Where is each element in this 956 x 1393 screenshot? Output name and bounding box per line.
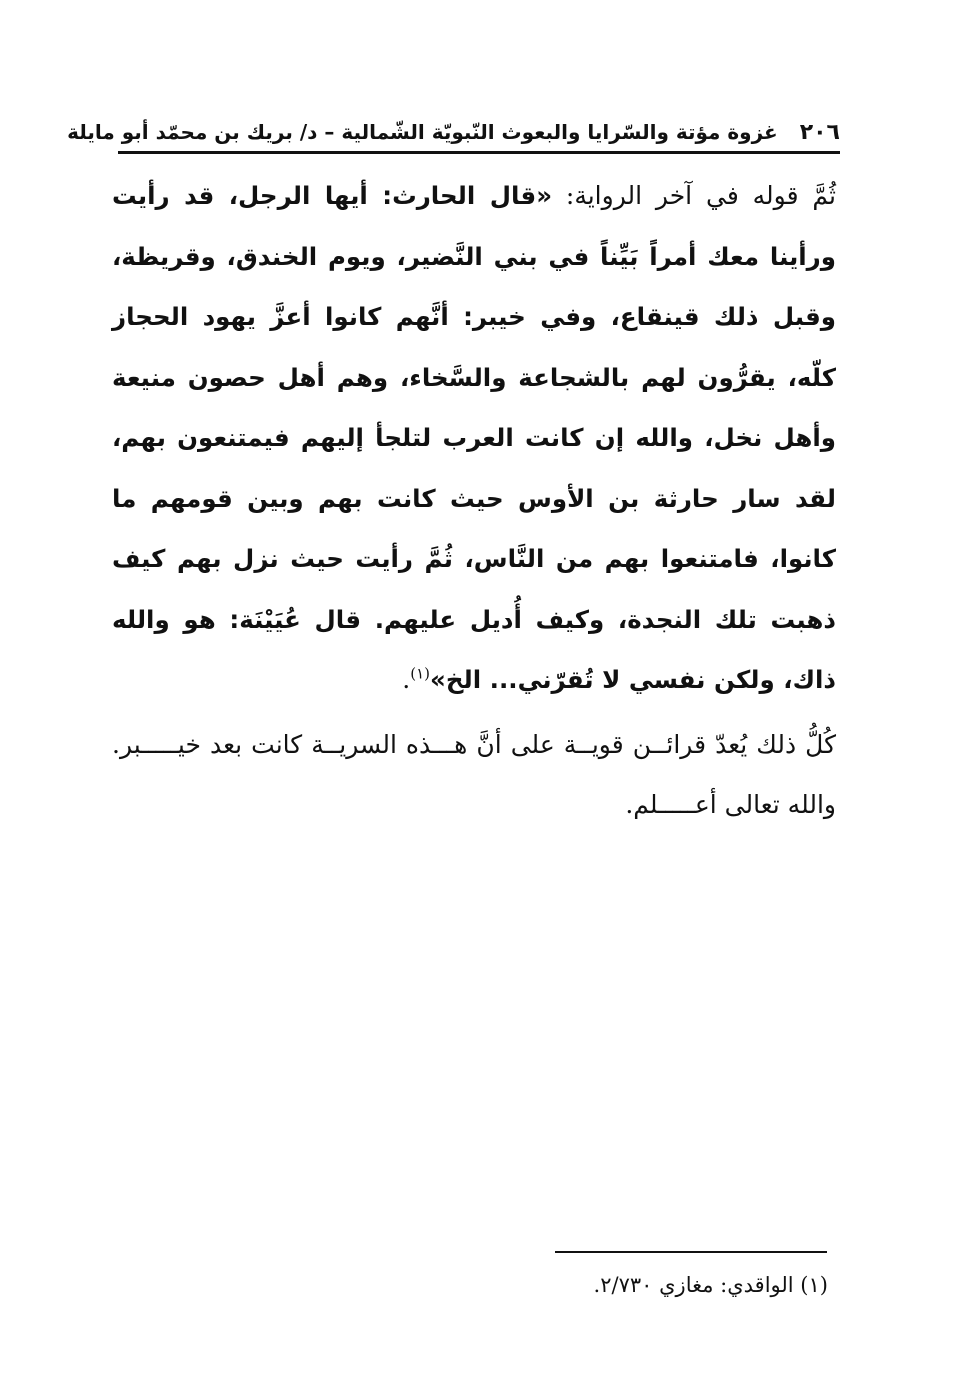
conclusion-text: كُلُّ ذلك يُعدّ قرائــن قويــة على أنَّ هـــذه السريــة كانت بعد خيـــــبر. والله تعالى أعـــــلم. <box>112 729 836 819</box>
quote-paragraph <box>112 166 836 711</box>
quoted-narration: «قال الحارث: أيها الرجل، قد رأيت ورأينا معك أمراً بَيِّناً في بني النَّضير، ويوم الخندق، وقريظة، وقبل ذلك قينقاع، وفي خيبر: أنَّهم كانوا أعزَّ يهود الحجاز كلّه، يقرُّون لهم بالشجاعة والسَّخاء، وهم أهل حصون منيعة وأهل نخل، والله إن كانت العرب لتلجأ إليهم فيمتنعون بهم، لقد سار حارثة بن الأوس حيث كانت بهم وبين قومهم ما كانوا، فامتنعوا بهم من النَّاس، ثُمَّ رأيت حيث نزل بهم كيف ذهبت تلك النجدة، وكيف أُديل عليهم. قال عُيَيْنَة: هو والله ذاك، ولكن نفسي لا تُقرّني... الخ» <box>112 181 836 694</box>
page-number: ٢٠٦ <box>799 119 840 145</box>
footnote-divider <box>555 1251 827 1253</box>
intro-text: ثُمَّ قوله في آخر الرواية: <box>552 181 836 210</box>
conclusion-paragraph <box>112 715 836 836</box>
quote-end-punctuation: . <box>402 665 411 694</box>
footnote-reference[interactable]: (١) <box>410 664 431 683</box>
running-header <box>67 112 840 152</box>
running-title: غزوة مؤتة والسّرايا والبعوث النّبويّة الشّمالية – د/ بريك بن محمّد أبو مايلة <box>67 120 778 144</box>
main-text <box>112 166 836 836</box>
footnote: (١) الواقدي: مغازي ٢/٧٣٠. <box>593 1273 828 1297</box>
header-divider <box>118 151 840 154</box>
